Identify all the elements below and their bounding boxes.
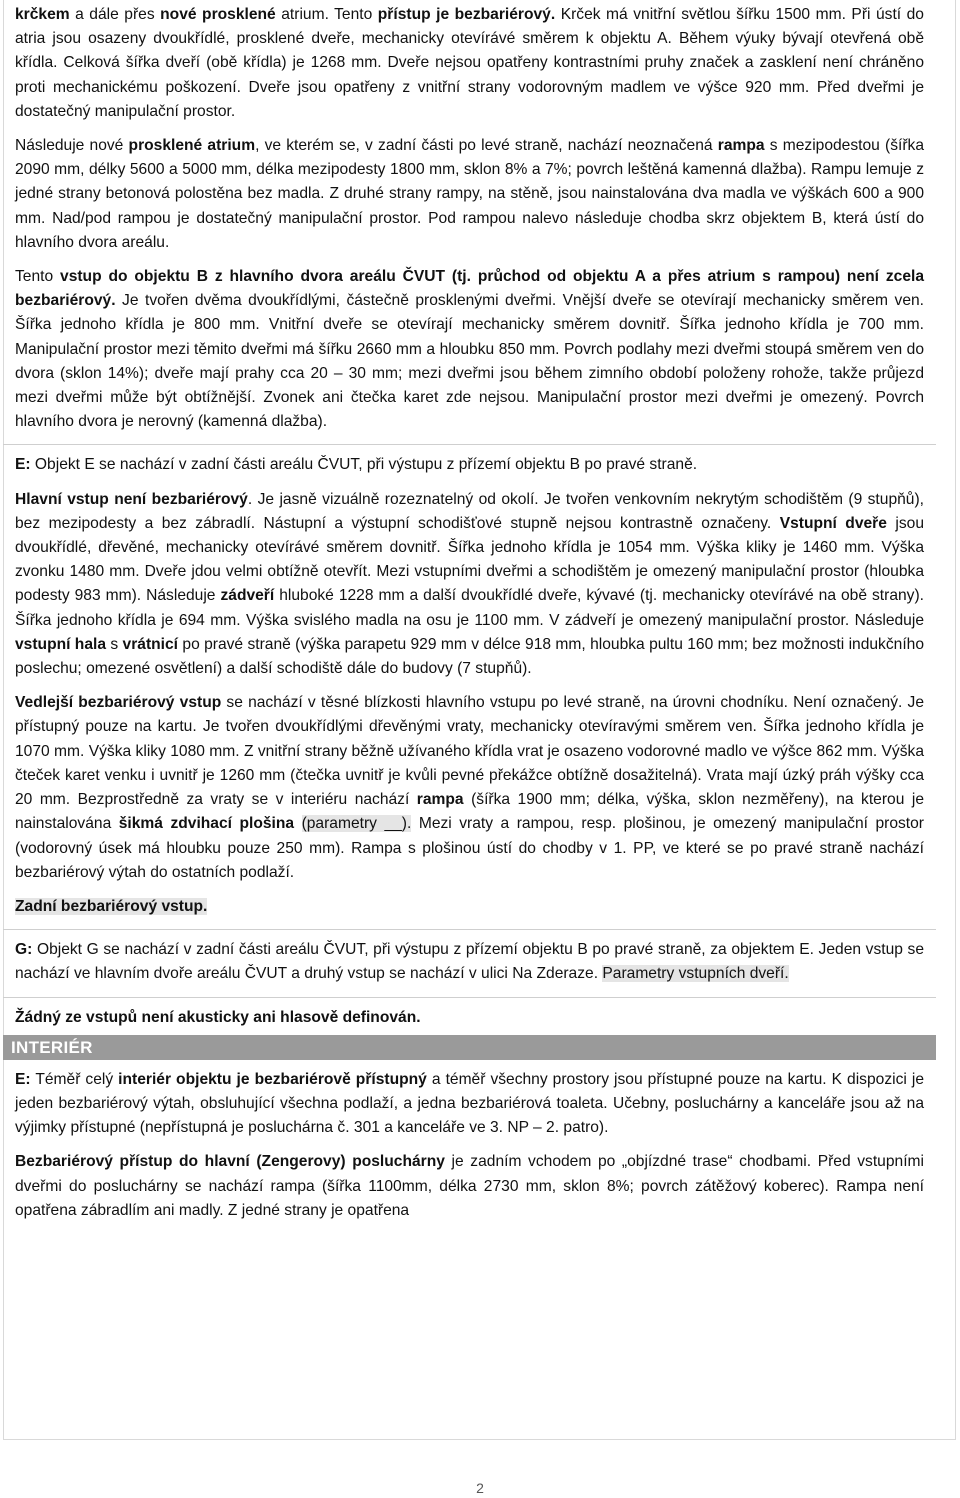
paragraph: [15, 488, 924, 682]
text-run: se nachází v těsné blízkosti hlavního vstupu po levé straně, na úrovni chodníku. Není označený. Je přístupný pouze na kartu. Je tvořen dvoukřídlými dřevěnými vraty, mechanicky otevíravými směrem ven. Šířka jednoho křídla je 1070 mm. Výška kliky 1080 mm. Z vnitřní strany běžně užívaného křídla vrat je osazeno vodorovné madlo ve výšce 862 mm. Výška čteček karet venku i uvnitř je 1260 mm (čtečka uvnitř je kvůli pevné překážce obtížně dosažitelná). Vrata mají úzký práh výšky cca 20 mm. Bezprostředně za vraty se v interiéru nachází: [15, 694, 924, 809]
bold-text: šikmá zdvihací plošina: [118, 815, 295, 833]
paragraph: [15, 1150, 924, 1223]
text-run: a dále přes: [69, 6, 161, 23]
bold-text: nové prosklené: [160, 6, 276, 23]
text-run: s mezipodestou (šířka 2090 mm, délky 5600 a 5000 mm, délka mezipodesty 1800 mm, sklon 8% a 7%; povrch leštěná kamenná dlažba). Rampu lemuje z jedné strany betonová polostěna bez madla. Z druhé strany rampy, na stěně, jsou nainstalována dva madla ve výškách 600 a 900 mm. Nad/pod rampou je dostatečný manipulační prostor. Pod rampou nalevo následuje chodba skrz objektem B, která ústí do hlavního dvora areálu.: [15, 137, 924, 251]
bold-text: rampa: [717, 137, 765, 155]
section-divider: [3, 444, 936, 445]
section-divider: [3, 997, 936, 998]
paragraph: [15, 1068, 924, 1141]
bold-text: Vedlejší bezbariérový vstup: [15, 694, 222, 712]
text-run: Téměř celý: [30, 1070, 119, 1088]
highlighted-text: Parametry vstupních dveří.: [602, 965, 789, 983]
bold-text: průchod od objektu A a přes atrium s rampou) není zcela bezbariérový.: [15, 268, 925, 310]
text-run: [294, 815, 302, 832]
text-run: Je tvořen dvěma dvoukřídlými, částečně prosklenými dveřmi. Vnější dveře se otevírají mechanicky směrem ven. Šířka jednoho křídla je 800 mm. Vnitřní dveře se otevírají mechanicky směrem dovnitř. Šířka jednoho křídla je 700 mm. Manipulační prostor mezi těmito dveřmi má šířku 2660 mm a hloubku 850 mm. Povrch podlahy mezi dveřmi stoupá směrem ven do dvora (sklon 14%); dveře mají prahy cca 20 – 30 mm; mezi dveřmi jsou během zimního období položeny rohože, takže průjezd mezi dveřmi může být obtížnější. Zvonek ani čtečka karet zde nejsou. Manipulační prostor mezi dveřmi je omezený. Povrch hlavního dvora je nerovný (kamenná dlažba).: [15, 292, 924, 431]
text-run: s: [106, 635, 123, 653]
text-run: atrium. Tento: [275, 6, 378, 23]
paragraph: [15, 938, 924, 986]
bold-text: Žádný ze vstupů není akusticky ani hlasově definován.: [15, 1008, 421, 1026]
text-run: po pravé straně (výška parapetu 929 mm v délce 918 mm, hloubka pultu 160 mm; bez možnosti indukčního poslechu; omezené osvětlení) a další schodiště dále do budovy (7 stupňů).: [15, 635, 924, 678]
text-run: Objekt E se nachází v zadní části areálu ČVUT, při výstupu z přízemí objektu B po pravé straně.: [30, 456, 698, 474]
bold-text: G:: [15, 941, 33, 959]
text-run: Objekt G se nachází v zadní části areálu ČVUT, při výstupu z přízemí objektu B po pravé straně, za objektem E. Jeden vstup se nachází ve hlavním dvoře areálu ČVUT a druhý vstup se nachází v ulici Na Zderaze.: [15, 941, 924, 983]
bold-text: E:: [15, 1070, 31, 1088]
paragraph: [15, 895, 924, 919]
bold-text: vrátnicí: [122, 635, 179, 653]
text-run: . Je jasně vizuálně rozeznatelný od okolí. Je tvořen venkovním nekrytým schodištěm (9 stupňů), bez mezipodesty a bez zábradlí. Nástupní a výstupní schodišťové stupně nejsou kontrastně označeny.: [15, 490, 924, 532]
bold-text: Bezbariérový přístup do hlavní (Zengerovy) posluchárny: [15, 1153, 445, 1171]
bold-text: interiér objektu je bezbariérově přístupný: [118, 1070, 427, 1088]
bold-text: vstup do objektu B z hlavního dvora areálu ČVUT (tj.: [60, 268, 471, 286]
bold-text: Hlavní vstup není bezbariérový: [15, 490, 248, 508]
text-run: je zadním vchodem po „objízdné trase“ chodbami. Před vstupními dveřmi do posluchárny se nachází rampa (šířka 1100mm, délka 2730 mm, sklon 8%; povrch zátěžový koberec). Rampa není opatřena zábradlím ani madly. Z jedné strany je opatřena: [15, 1153, 924, 1219]
paragraph: [15, 265, 924, 434]
bold-text: přístup je bezbariérový.: [377, 6, 556, 23]
paragraph: [15, 3, 924, 124]
text-run: Následuje nové: [15, 137, 129, 155]
text-run: Mezi vraty a rampou, resp. plošinou, je omezený manipulační prostor (vodorovný úsek má hloubku pouze 250 mm). Rampa s plošinou ústí do chodby v 1. PP, ve které se po pravé straně nachází bezbariérový výtah do ostatních podlaží.: [15, 815, 924, 881]
text-run: , ve kterém se, v zadní části po levé straně, nachází neoznačená: [255, 137, 718, 155]
bold-text: Zadní bezbariérový vstup.: [15, 897, 208, 915]
paragraph: [15, 453, 924, 477]
text-run: a téměř všechny prostory jsou přístupné pouze na kartu. K dispozici je jeden bezbariérový výtah, obsluhující všechna podlaží, a jedna bezbariérová toaleta. Učebny, posluchárny a kanceláře jsou až na výjimky přístupné (nepřístupná je posluchárna č. 301 a kanceláře ve 3. NP – 2. patro).: [15, 1070, 925, 1137]
paragraph: [15, 1006, 924, 1030]
bold-text: krčkem: [15, 6, 70, 23]
bold-text: E:: [15, 456, 31, 474]
text-run: Tento: [15, 268, 61, 286]
bold-text: rampa: [416, 791, 464, 809]
bold-text: zádveří: [220, 587, 275, 605]
text-run: (šířka 1900 mm; délka, výška, sklon nezměřeny), na kterou je nainstalována: [15, 791, 924, 833]
document-body: [11, 3, 925, 1233]
highlighted-text: (parametry __).: [301, 815, 412, 833]
bold-text: Vstupní dveře: [779, 514, 887, 532]
bold-text: vstupní hala: [15, 635, 107, 653]
paragraph: [15, 691, 924, 885]
text-run: hluboké 1228 mm a další dvoukřídlé dveře, kývavé (tj. mechanicky otevírávé na obě strany). Šířka jednoho křídla je 694 mm. Výška svislého madla na osu je 1100 mm. V zádveří je omezený manipulační prostor. Následuje: [15, 587, 924, 629]
paragraph: [15, 134, 924, 255]
section-heading: INTERIÉR: [3, 1035, 936, 1060]
page-number: 2: [476, 1480, 484, 1496]
text-run: Krček má vnitřní světlou šířku 1500 mm. Při ústí do atria jsou osazeny dvoukřídlé, prosklené dveře, mechanicky otevírávé směrem k objektu A. Během výuky bývají otevřená obě křídla. Celková šířka dveří (obě křídla) je 1268 mm. Dveře nejsou opatřeny kontrastními pruhy značek a zasklení není chráněno proti mechanickému poškození. Dveře jsou opatřeny z vnitřní strany vodorovným madlem ve výšce 920 mm. Před dveřmi je dostatečný manipulační prostor.: [15, 6, 924, 120]
text-run: jsou dvoukřídlé, dřevěné, mechanicky otevírávé směrem dovnitř. Šířka jednoho křídla je 1054 mm. Výška kliky je 1460 mm. Výška zvonku 1480 mm. Dveře jdou velmi obtížně otevřít. Mezi vstupními dveřmi a schodištěm je omezený manipulační prostor (hloubka podesty 983 mm). Následuje: [15, 514, 924, 605]
text-run: [471, 268, 478, 285]
bold-text: prosklené atrium: [128, 137, 256, 155]
section-divider: [3, 929, 936, 930]
